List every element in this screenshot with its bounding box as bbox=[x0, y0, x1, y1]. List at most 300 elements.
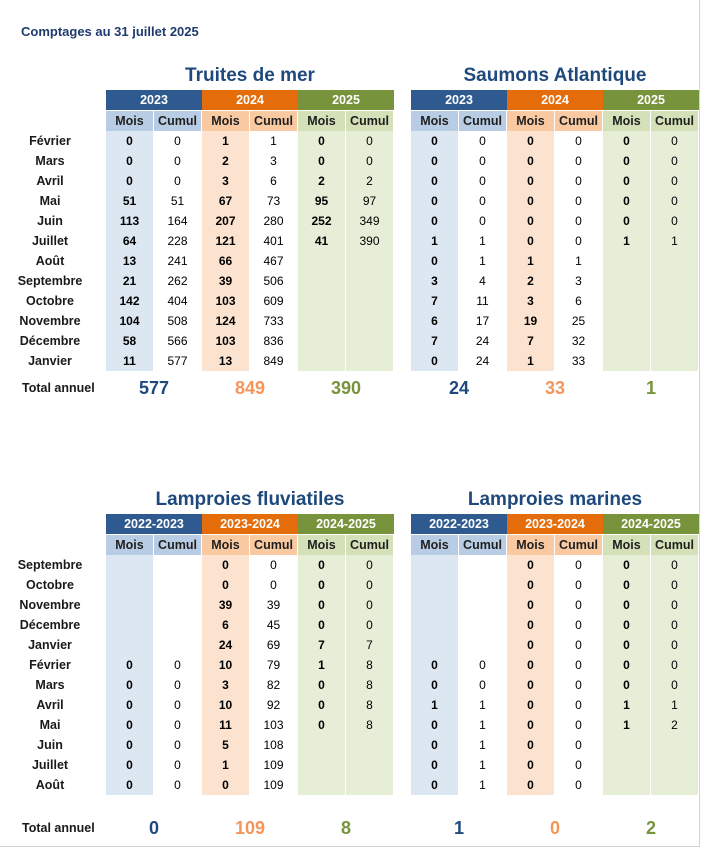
cumul-value bbox=[346, 351, 393, 371]
mois-value: 0 bbox=[527, 678, 534, 692]
year-header: 2024 bbox=[202, 90, 298, 110]
cumul-value: 79 bbox=[266, 658, 281, 672]
mois-value: 21 bbox=[122, 274, 137, 288]
cumul-value: 566 bbox=[167, 334, 188, 348]
cumul-value: 0 bbox=[270, 578, 277, 592]
cumul-value: 0 bbox=[575, 194, 582, 208]
cumul-value: 0 bbox=[366, 134, 373, 148]
cumul-header: Cumul bbox=[459, 535, 506, 555]
mois-value bbox=[411, 555, 458, 575]
cumul-value: 404 bbox=[167, 294, 188, 308]
cumul-value: 32 bbox=[571, 334, 586, 348]
cumul-value: 241 bbox=[167, 254, 188, 268]
mois-value bbox=[603, 331, 650, 351]
month-label: Septembre bbox=[17, 558, 83, 572]
mois-value: 1 bbox=[623, 234, 630, 248]
page-title: Comptages au 31 juillet 2025 bbox=[21, 24, 199, 39]
cumul-value: 8 bbox=[366, 658, 373, 672]
cumul-value: 609 bbox=[263, 294, 284, 308]
cumul-value: 0 bbox=[575, 658, 582, 672]
month-label: Mars bbox=[35, 678, 65, 692]
month-label: Septembre bbox=[17, 274, 83, 288]
cumul-value bbox=[651, 331, 698, 351]
cumul-value: 0 bbox=[575, 738, 582, 752]
cumul-value: 1 bbox=[479, 718, 486, 732]
total-value: 1 bbox=[645, 378, 656, 398]
cumul-value: 0 bbox=[575, 598, 582, 612]
mois-value: 0 bbox=[623, 154, 630, 168]
cumul-value: 0 bbox=[366, 578, 373, 592]
cumul-value: 8 bbox=[366, 678, 373, 692]
mois-value: 0 bbox=[222, 578, 229, 592]
total-value: 24 bbox=[448, 378, 470, 398]
cumul-header: Cumul bbox=[346, 111, 393, 131]
mois-value bbox=[298, 735, 345, 755]
mois-value: 6 bbox=[222, 618, 229, 632]
month-label: Février bbox=[29, 658, 71, 672]
mois-value: 0 bbox=[318, 618, 325, 632]
mois-value: 0 bbox=[318, 678, 325, 692]
cumul-value: 4 bbox=[479, 274, 486, 288]
year-header: 2024 bbox=[507, 90, 603, 110]
month-label: Janvier bbox=[28, 354, 72, 368]
month-label: Décembre bbox=[19, 618, 81, 632]
month-label: Juillet bbox=[31, 758, 69, 772]
mois-value: 39 bbox=[218, 598, 233, 612]
mois-header: Mois bbox=[411, 111, 458, 131]
mois-value: 0 bbox=[431, 738, 438, 752]
mois-value: 0 bbox=[126, 658, 133, 672]
mois-value: 0 bbox=[623, 558, 630, 572]
cumul-value: 0 bbox=[575, 174, 582, 188]
mois-value: 0 bbox=[527, 718, 534, 732]
mois-value: 13 bbox=[122, 254, 137, 268]
mois-value: 0 bbox=[126, 174, 133, 188]
cumul-header: Cumul bbox=[555, 111, 602, 131]
mois-value: 0 bbox=[623, 638, 630, 652]
year-header: 2022-2023 bbox=[411, 514, 507, 534]
mois-value: 1 bbox=[527, 354, 534, 368]
month-label: Mai bbox=[39, 194, 61, 208]
mois-value: 67 bbox=[218, 194, 233, 208]
mois-value: 104 bbox=[119, 314, 140, 328]
mois-value bbox=[298, 755, 345, 775]
cumul-value bbox=[346, 331, 393, 351]
month-label: Avril bbox=[36, 698, 64, 712]
mois-value: 0 bbox=[623, 618, 630, 632]
cumul-value: 0 bbox=[174, 778, 181, 792]
table-title: Lamproies marines bbox=[467, 489, 643, 510]
cumul-value: 401 bbox=[263, 234, 284, 248]
mois-value: 7 bbox=[431, 334, 438, 348]
mois-value: 5 bbox=[222, 738, 229, 752]
cumul-value bbox=[651, 291, 698, 311]
cumul-value: 39 bbox=[266, 598, 281, 612]
cumul-value: 0 bbox=[671, 194, 678, 208]
mois-value bbox=[298, 331, 345, 351]
mois-value: 13 bbox=[218, 354, 233, 368]
cumul-value: 508 bbox=[167, 314, 188, 328]
cumul-value: 0 bbox=[479, 658, 486, 672]
total-value: 2 bbox=[645, 818, 656, 838]
cumul-value: 7 bbox=[366, 638, 373, 652]
cumul-value: 0 bbox=[671, 174, 678, 188]
mois-value: 0 bbox=[431, 678, 438, 692]
mois-value: 0 bbox=[222, 778, 229, 792]
cumul-value: 228 bbox=[167, 234, 188, 248]
cumul-header: Cumul bbox=[459, 111, 506, 131]
mois-value: 0 bbox=[431, 134, 438, 148]
cumul-value: 0 bbox=[174, 154, 181, 168]
mois-value: 103 bbox=[215, 294, 236, 308]
cumul-value: 92 bbox=[266, 698, 281, 712]
cumul-value: 103 bbox=[263, 718, 284, 732]
month-label: Août bbox=[35, 778, 65, 792]
mois-value: 1 bbox=[431, 698, 438, 712]
year-header: 2023-2024 bbox=[507, 514, 603, 534]
cumul-value: 390 bbox=[359, 234, 380, 248]
year-header: 2024-2025 bbox=[298, 514, 394, 534]
mois-value: 0 bbox=[527, 658, 534, 672]
mois-value: 0 bbox=[318, 698, 325, 712]
cumul-value bbox=[459, 635, 506, 655]
cumul-value bbox=[459, 555, 506, 575]
mois-value: 121 bbox=[215, 234, 236, 248]
mois-header: Mois bbox=[411, 535, 458, 555]
mois-value: 0 bbox=[527, 578, 534, 592]
mois-value: 0 bbox=[318, 598, 325, 612]
table-title: Saumons Atlantique bbox=[463, 65, 647, 86]
mois-value: 2 bbox=[527, 274, 534, 288]
cumul-value: 0 bbox=[174, 738, 181, 752]
cumul-value: 164 bbox=[167, 214, 188, 228]
cumul-value: 2 bbox=[366, 174, 373, 188]
table-block-1 bbox=[106, 64, 394, 394]
cumul-value bbox=[154, 615, 201, 635]
cumul-header: Cumul bbox=[651, 111, 698, 131]
mois-value bbox=[298, 351, 345, 371]
mois-header: Mois bbox=[106, 111, 153, 131]
mois-value bbox=[106, 555, 153, 575]
mois-value: 0 bbox=[126, 678, 133, 692]
month-label: Octobre bbox=[26, 578, 74, 592]
year-header: 2025 bbox=[298, 90, 394, 110]
mois-value: 142 bbox=[119, 294, 140, 308]
cumul-value: 0 bbox=[174, 658, 181, 672]
month-label: Décembre bbox=[19, 334, 81, 348]
mois-value: 0 bbox=[527, 174, 534, 188]
mois-value: 1 bbox=[318, 658, 325, 672]
cumul-value: 0 bbox=[174, 174, 181, 188]
cumul-value bbox=[651, 251, 698, 271]
cumul-value: 0 bbox=[575, 778, 582, 792]
mois-value: 0 bbox=[527, 698, 534, 712]
cumul-value: 0 bbox=[575, 758, 582, 772]
mois-value bbox=[411, 635, 458, 655]
mois-value: 3 bbox=[222, 174, 229, 188]
mois-value: 1 bbox=[623, 698, 630, 712]
mois-header: Mois bbox=[507, 535, 554, 555]
cumul-value bbox=[459, 575, 506, 595]
mois-value: 0 bbox=[126, 758, 133, 772]
table-block-4 bbox=[411, 488, 699, 818]
cumul-value: 0 bbox=[575, 154, 582, 168]
cumul-value: 0 bbox=[479, 174, 486, 188]
year-header: 2025 bbox=[603, 90, 699, 110]
month-label: Novembre bbox=[19, 598, 81, 612]
cumul-value: 0 bbox=[270, 558, 277, 572]
mois-value: 0 bbox=[527, 558, 534, 572]
mois-value: 0 bbox=[431, 174, 438, 188]
mois-value bbox=[603, 291, 650, 311]
mois-value: 24 bbox=[218, 638, 233, 652]
cumul-value: 0 bbox=[174, 698, 181, 712]
mois-value: 7 bbox=[318, 638, 325, 652]
cumul-value: 733 bbox=[263, 314, 284, 328]
mois-value: 1 bbox=[527, 254, 534, 268]
cumul-value bbox=[346, 291, 393, 311]
cumul-value bbox=[346, 775, 393, 795]
mois-value: 7 bbox=[431, 294, 438, 308]
cumul-value bbox=[346, 755, 393, 775]
cumul-value: 108 bbox=[263, 738, 284, 752]
mois-header: Mois bbox=[603, 535, 650, 555]
mois-value: 10 bbox=[218, 698, 233, 712]
cumul-value: 0 bbox=[174, 678, 181, 692]
mois-value: 64 bbox=[122, 234, 137, 248]
cumul-value: 0 bbox=[174, 758, 181, 772]
mois-value bbox=[603, 735, 650, 755]
mois-header: Mois bbox=[507, 111, 554, 131]
mois-value: 0 bbox=[527, 638, 534, 652]
mois-value: 0 bbox=[623, 214, 630, 228]
cumul-value: 0 bbox=[575, 698, 582, 712]
mois-value: 1 bbox=[222, 134, 229, 148]
cumul-header: Cumul bbox=[555, 535, 602, 555]
mois-value: 1 bbox=[222, 758, 229, 772]
mois-value: 0 bbox=[527, 234, 534, 248]
cumul-value: 0 bbox=[671, 154, 678, 168]
cumul-value: 0 bbox=[671, 658, 678, 672]
cumul-value: 0 bbox=[575, 134, 582, 148]
mois-value: 0 bbox=[527, 154, 534, 168]
total-value: 577 bbox=[138, 378, 170, 398]
cumul-value: 0 bbox=[479, 154, 486, 168]
mois-value: 95 bbox=[314, 194, 329, 208]
cumul-value: 0 bbox=[174, 718, 181, 732]
cumul-value bbox=[459, 595, 506, 615]
mois-value: 0 bbox=[431, 154, 438, 168]
year-header: 2023 bbox=[106, 90, 202, 110]
total-value: 1 bbox=[453, 818, 464, 838]
cumul-value bbox=[651, 755, 698, 775]
cumul-value bbox=[651, 311, 698, 331]
cumul-value bbox=[459, 615, 506, 635]
mois-value bbox=[603, 251, 650, 271]
mois-value bbox=[603, 775, 650, 795]
mois-header: Mois bbox=[298, 111, 345, 131]
mois-value: 0 bbox=[126, 718, 133, 732]
cumul-value: 109 bbox=[263, 758, 284, 772]
cumul-value: 1 bbox=[479, 778, 486, 792]
mois-value: 41 bbox=[314, 234, 329, 248]
mois-value bbox=[106, 615, 153, 635]
cumul-value: 506 bbox=[263, 274, 284, 288]
cumul-value: 69 bbox=[266, 638, 281, 652]
mois-value: 1 bbox=[623, 718, 630, 732]
cumul-value: 8 bbox=[366, 698, 373, 712]
cumul-value: 8 bbox=[366, 718, 373, 732]
mois-value: 58 bbox=[122, 334, 137, 348]
mois-value: 1 bbox=[431, 234, 438, 248]
cumul-value bbox=[651, 271, 698, 291]
cumul-value: 0 bbox=[575, 638, 582, 652]
cumul-value: 0 bbox=[479, 214, 486, 228]
cumul-value: 0 bbox=[366, 598, 373, 612]
mois-value: 0 bbox=[431, 758, 438, 772]
cumul-value: 0 bbox=[575, 214, 582, 228]
month-label: Mai bbox=[39, 718, 61, 732]
mois-value: 66 bbox=[218, 254, 233, 268]
mois-header: Mois bbox=[106, 535, 153, 555]
cumul-header: Cumul bbox=[346, 535, 393, 555]
cumul-value: 45 bbox=[266, 618, 281, 632]
mois-value bbox=[298, 251, 345, 271]
table-block-3 bbox=[106, 488, 394, 818]
mois-value: 0 bbox=[527, 598, 534, 612]
mois-value: 103 bbox=[215, 334, 236, 348]
mois-value bbox=[603, 755, 650, 775]
mois-value: 0 bbox=[318, 154, 325, 168]
mois-value: 0 bbox=[527, 194, 534, 208]
year-header: 2023-2024 bbox=[202, 514, 298, 534]
cumul-value bbox=[651, 775, 698, 795]
cumul-value: 1 bbox=[479, 254, 486, 268]
mois-value: 10 bbox=[218, 658, 233, 672]
mois-header: Mois bbox=[603, 111, 650, 131]
cumul-value: 3 bbox=[575, 274, 582, 288]
mois-value: 0 bbox=[431, 214, 438, 228]
cumul-value bbox=[154, 635, 201, 655]
cumul-value: 25 bbox=[571, 314, 586, 328]
mois-value: 0 bbox=[431, 254, 438, 268]
cumul-value: 24 bbox=[475, 334, 490, 348]
mois-value: 0 bbox=[623, 598, 630, 612]
mois-value: 0 bbox=[126, 134, 133, 148]
cumul-value: 2 bbox=[671, 718, 678, 732]
mois-value bbox=[106, 635, 153, 655]
cumul-value: 0 bbox=[575, 234, 582, 248]
cumul-value: 836 bbox=[263, 334, 284, 348]
cumul-value: 0 bbox=[479, 194, 486, 208]
mois-value: 207 bbox=[215, 214, 236, 228]
total-value: 849 bbox=[234, 378, 266, 398]
cumul-value bbox=[651, 735, 698, 755]
mois-value bbox=[106, 575, 153, 595]
cumul-value: 0 bbox=[671, 618, 678, 632]
mois-value: 0 bbox=[527, 778, 534, 792]
cumul-value: 262 bbox=[167, 274, 188, 288]
total-value: 109 bbox=[234, 818, 266, 838]
cumul-value bbox=[346, 735, 393, 755]
mois-value: 0 bbox=[623, 174, 630, 188]
cumul-value: 33 bbox=[571, 354, 586, 368]
mois-value: 6 bbox=[431, 314, 438, 328]
cumul-value: 1 bbox=[479, 758, 486, 772]
cumul-value: 3 bbox=[270, 154, 277, 168]
mois-value bbox=[603, 311, 650, 331]
total-value: 390 bbox=[330, 378, 362, 398]
mois-value bbox=[603, 271, 650, 291]
mois-value bbox=[298, 311, 345, 331]
mois-value bbox=[411, 615, 458, 635]
mois-value: 113 bbox=[119, 214, 140, 228]
mois-value: 0 bbox=[527, 758, 534, 772]
cumul-value: 0 bbox=[671, 598, 678, 612]
cumul-value: 6 bbox=[575, 294, 582, 308]
total-value: 0 bbox=[148, 818, 159, 838]
cumul-value: 0 bbox=[671, 558, 678, 572]
cumul-value: 0 bbox=[479, 134, 486, 148]
cumul-value: 577 bbox=[167, 354, 188, 368]
mois-value bbox=[603, 351, 650, 371]
cumul-value bbox=[154, 595, 201, 615]
cumul-value bbox=[346, 311, 393, 331]
cumul-value: 0 bbox=[671, 638, 678, 652]
mois-value: 0 bbox=[623, 194, 630, 208]
mois-value: 0 bbox=[318, 718, 325, 732]
cumul-value: 1 bbox=[479, 738, 486, 752]
mois-value: 19 bbox=[523, 314, 538, 328]
cumul-value: 24 bbox=[475, 354, 490, 368]
mois-value: 0 bbox=[222, 558, 229, 572]
mois-value: 11 bbox=[123, 354, 136, 368]
cumul-value: 0 bbox=[366, 558, 373, 572]
cumul-header: Cumul bbox=[651, 535, 698, 555]
mois-value: 3 bbox=[527, 294, 534, 308]
mois-value: 0 bbox=[431, 718, 438, 732]
month-label: Octobre bbox=[26, 294, 74, 308]
mois-value: 0 bbox=[318, 558, 325, 572]
mois-header: Mois bbox=[298, 535, 345, 555]
total-label: Total annuel bbox=[22, 381, 95, 395]
mois-value: 0 bbox=[623, 658, 630, 672]
mois-value: 0 bbox=[431, 658, 438, 672]
mois-value: 2 bbox=[318, 174, 325, 188]
cumul-value: 0 bbox=[671, 214, 678, 228]
mois-value: 0 bbox=[431, 354, 438, 368]
mois-value: 0 bbox=[431, 778, 438, 792]
year-header: 2023 bbox=[411, 90, 507, 110]
cumul-value: 82 bbox=[266, 678, 281, 692]
cumul-value bbox=[154, 555, 201, 575]
cumul-value: 0 bbox=[174, 134, 181, 148]
cumul-value: 0 bbox=[575, 578, 582, 592]
cumul-value: 11 bbox=[476, 294, 489, 308]
mois-value bbox=[298, 775, 345, 795]
table-title: Truites de mer bbox=[185, 65, 315, 86]
mois-value: 51 bbox=[122, 194, 137, 208]
mois-value: 0 bbox=[527, 134, 534, 148]
cumul-header: Cumul bbox=[154, 535, 201, 555]
month-label: Juin bbox=[37, 738, 63, 752]
mois-value: 0 bbox=[126, 154, 133, 168]
cumul-value: 51 bbox=[170, 194, 185, 208]
cumul-value: 467 bbox=[263, 254, 284, 268]
cumul-value: 17 bbox=[475, 314, 490, 328]
month-label: Juillet bbox=[31, 234, 69, 248]
year-header: 2024-2025 bbox=[603, 514, 699, 534]
